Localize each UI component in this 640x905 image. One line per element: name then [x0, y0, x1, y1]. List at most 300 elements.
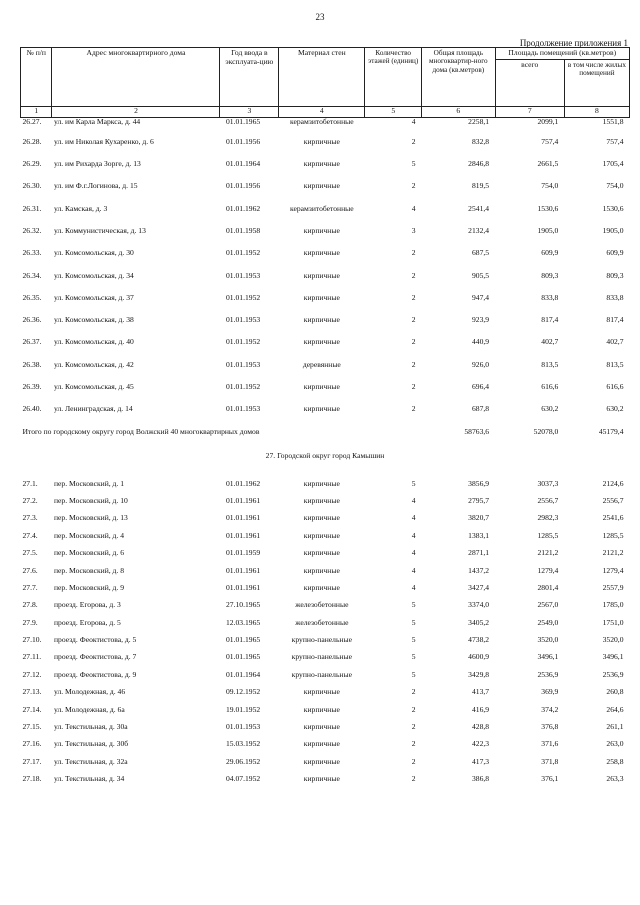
section-26-total	[21, 428, 630, 480]
material-cell: кирпичные	[303, 775, 340, 784]
year-cell: 01.01.1959	[225, 549, 261, 558]
floors-cell: 5	[411, 479, 416, 488]
material-cell: кирпичные	[303, 723, 340, 732]
year-cell: 01.01.1952	[225, 382, 261, 391]
row-number: 26.39.	[22, 382, 42, 391]
address-cell: ул. Камская, д. 3	[53, 204, 108, 213]
address-cell: проезд. Феоктистова, д. 9	[53, 670, 137, 679]
living-area-cell: 402,7	[606, 338, 624, 347]
address-cell: ул. им Ф.г.Логинова, д. 15	[53, 182, 138, 191]
living-area-cell: 757,4	[606, 137, 624, 146]
total-area-cell: 417,3	[471, 757, 490, 766]
floors-cell: 2	[411, 723, 416, 732]
year-cell: 01.01.1961	[225, 496, 261, 505]
material-cell: кирпичные	[303, 688, 340, 697]
premises-area-cell: 3037,3	[537, 479, 559, 488]
address-cell: ул. Текстильная, д. 30б	[53, 740, 129, 749]
column-number: 2	[52, 106, 220, 117]
row-number: 27.17.	[22, 757, 42, 766]
year-cell: 15.03.1952	[225, 740, 261, 749]
floors-cell: 2	[411, 137, 416, 146]
year-cell: 01.01.1953	[225, 360, 261, 369]
header-material: Материал стен	[279, 48, 365, 107]
header-year: Год ввода в эксплуата-цию	[220, 48, 279, 107]
column-number: 4	[279, 106, 365, 117]
premises-area-cell: 1285,5	[537, 531, 559, 540]
material-cell: кирпичные	[303, 583, 340, 592]
year-cell: 01.01.1961	[225, 566, 261, 575]
living-area-cell: 2557,9	[602, 583, 624, 592]
living-area-cell: 1530,6	[602, 204, 624, 213]
table-row	[21, 272, 630, 294]
living-area-cell: 1705,4	[602, 160, 624, 169]
address-cell: ул. Комсомольская, д. 30	[53, 249, 134, 258]
living-area-cell: 630,2	[606, 405, 624, 414]
column-number: 6	[422, 106, 496, 117]
address-cell: проезд. Егорова, д. 5	[53, 618, 121, 627]
living-area-cell: 754,0	[606, 182, 624, 191]
column-number: 1	[21, 106, 52, 117]
material-cell: кирпичные	[303, 757, 340, 766]
address-cell: проезд. Феоктистова, д. 7	[53, 653, 137, 662]
floors-cell: 3	[411, 226, 416, 235]
year-cell: 01.01.1965	[225, 636, 261, 645]
floors-cell: 2	[411, 316, 416, 325]
table-row	[21, 549, 630, 566]
premises-area-cell: 376,8	[541, 723, 559, 732]
floors-cell: 5	[411, 653, 416, 662]
premises-area-cell: 757,4	[541, 137, 559, 146]
table-row	[21, 480, 630, 497]
row-number: 26.35.	[22, 293, 42, 302]
row-number: 26.29.	[22, 160, 42, 169]
material-cell: кирпичные	[303, 293, 340, 302]
premises-area-cell: 609,9	[541, 249, 559, 258]
material-cell: керамзитобетонные	[289, 204, 354, 213]
housing-register-table	[20, 47, 630, 793]
living-area-cell: 813,5	[606, 360, 624, 369]
row-number: 27.5.	[22, 549, 38, 558]
living-area-cell: 261,1	[606, 723, 624, 732]
table-row	[21, 567, 630, 584]
year-cell: 01.01.1962	[225, 479, 261, 488]
year-cell: 01.01.1961	[225, 531, 261, 540]
row-number: 26.40.	[22, 405, 42, 414]
address-cell: ул. Комсомольская, д. 37	[53, 293, 134, 302]
total-area-cell: 3427,4	[468, 583, 490, 592]
address-cell: ул. Ленинградская, д. 14	[53, 405, 133, 414]
total-area-cell: 687,5	[471, 249, 490, 258]
floors-cell: 4	[411, 583, 416, 592]
year-cell: 01.01.1956	[225, 137, 261, 146]
row-number: 27.2.	[22, 496, 38, 505]
living-area-cell: 2541,6	[602, 514, 624, 523]
table-row	[21, 532, 630, 549]
address-cell: пер. Московский, д. 13	[53, 514, 128, 523]
row-number: 27.14.	[22, 705, 42, 714]
floors-cell: 4	[411, 566, 416, 575]
premises-area-cell: 2801,4	[537, 583, 559, 592]
address-cell: ул. Комсомольская, д. 34	[53, 271, 134, 280]
premises-area-cell: 630,2	[541, 405, 559, 414]
floors-cell: 2	[411, 293, 416, 302]
living-area-cell: 260,8	[606, 688, 624, 697]
table-row	[21, 636, 630, 653]
floors-cell: 5	[411, 636, 416, 645]
total-area-cell: 3405,2	[468, 618, 490, 627]
table-row	[21, 723, 630, 740]
premises-area-cell: 2661,5	[537, 160, 559, 169]
header-premises-area: Площадь помещений (кв.метров)	[495, 48, 629, 60]
row-number: 26.34.	[22, 271, 42, 280]
year-cell: 01.01.1964	[225, 160, 261, 169]
floors-cell: 2	[411, 688, 416, 697]
row-number: 26.31.	[22, 204, 42, 213]
floors-cell: 4	[411, 496, 416, 505]
table-row	[21, 514, 630, 531]
total-area-cell: 3820,7	[468, 514, 490, 523]
row-number: 26.27.	[22, 117, 42, 126]
year-cell: 12.03.1965	[225, 618, 261, 627]
address-cell: пер. Московский, д. 4	[53, 531, 125, 540]
address-cell: ул. им Карла Маркса, д. 44	[53, 117, 141, 126]
table-row	[21, 117, 630, 138]
floors-cell: 2	[411, 338, 416, 347]
address-cell: пер. Московский, д. 10	[53, 496, 128, 505]
table-row	[21, 138, 630, 160]
column-number: 5	[365, 106, 422, 117]
table-row	[21, 383, 630, 405]
floors-cell: 4	[411, 514, 416, 523]
total-area-cell: 3374,0	[468, 601, 490, 610]
living-area-cell: 1279,4	[602, 566, 624, 575]
living-area-cell: 258,8	[606, 757, 624, 766]
year-cell: 01.01.1965	[225, 117, 261, 126]
premises-area-cell: 1279,4	[537, 566, 559, 575]
year-cell: 09.12.1952	[225, 688, 261, 697]
row-number: 26.38.	[22, 360, 42, 369]
material-cell: кирпичные	[303, 740, 340, 749]
address-cell: пер. Московский, д. 1	[53, 479, 125, 488]
row-number: 27.16.	[22, 740, 42, 749]
address-cell: ул. Текстильная, д. 30а	[53, 723, 128, 732]
year-cell: 01.01.1961	[225, 514, 261, 523]
total-area-cell: 687,8	[471, 405, 490, 414]
living-area-cell: 833,8	[606, 293, 624, 302]
row-number: 27.18.	[22, 775, 42, 784]
year-cell: 01.01.1956	[225, 182, 261, 191]
row-number: 26.37.	[22, 338, 42, 347]
total-area-cell: 2871,1	[468, 549, 490, 558]
total-area-cell: 696,4	[471, 382, 490, 391]
address-cell: проезд. Феоктистова, д. 5	[53, 636, 137, 645]
address-cell: ул. Молодежная, д. 46	[53, 688, 126, 697]
row-number: 26.36.	[22, 316, 42, 325]
living-area-cell: 616,6	[606, 382, 624, 391]
table-row	[21, 601, 630, 618]
premises-area-cell: 3496,1	[537, 653, 559, 662]
column-number: 7	[495, 106, 564, 117]
year-cell: 01.01.1962	[225, 204, 261, 213]
living-area-cell: 1751,0	[602, 618, 624, 627]
year-cell: 01.01.1953	[225, 405, 261, 414]
total-area-cell: 1383,1	[468, 531, 490, 540]
material-cell: кирпичные	[303, 338, 340, 347]
floors-cell: 2	[411, 271, 416, 280]
total-label: Итого по городскому округу город Волжский 40 многоквартирных домов	[22, 427, 260, 436]
living-area-cell: 264,6	[606, 705, 624, 714]
total-area-cell: 1437,2	[468, 566, 490, 575]
living-area-cell: 1551,8	[602, 117, 624, 126]
premises-area-cell: 369,9	[541, 688, 559, 697]
table-row	[21, 775, 630, 792]
premises-area-cell: 371,6	[541, 740, 559, 749]
year-cell: 01.01.1958	[225, 226, 261, 235]
total-area-cell: 4738,2	[468, 636, 490, 645]
material-cell: кирпичные	[303, 226, 340, 235]
header-premises-living: в том числе жилых помещений	[564, 59, 629, 106]
column-number: 3	[220, 106, 279, 117]
material-cell: кирпичные	[303, 316, 340, 325]
material-cell: крупно-панельные	[291, 670, 352, 679]
table-row	[21, 497, 630, 514]
premises-area-cell: 374,2	[541, 705, 559, 714]
living-area-cell: 3496,1	[602, 653, 624, 662]
address-cell: пер. Московский, д. 8	[53, 566, 125, 575]
total-area-sum: 58763,6	[464, 427, 490, 436]
living-area-cell: 1285,5	[602, 531, 624, 540]
premises-area-cell: 371,8	[541, 757, 559, 766]
premises-area-cell: 754,0	[541, 182, 559, 191]
table-row	[21, 361, 630, 383]
premises-area-cell: 2121,2	[537, 549, 559, 558]
premises-area-cell: 2567,0	[537, 601, 559, 610]
year-cell: 01.01.1964	[225, 670, 261, 679]
table-row	[21, 706, 630, 723]
total-area-cell: 416,9	[471, 705, 490, 714]
row-number: 27.9.	[22, 618, 38, 627]
total-area-cell: 947,4	[471, 293, 490, 302]
total-living-sum: 45179,4	[598, 427, 624, 436]
year-cell: 01.01.1953	[225, 316, 261, 325]
row-number: 27.1.	[22, 479, 38, 488]
table-row	[21, 405, 630, 427]
row-number: 27.15.	[22, 723, 42, 732]
header-floors: Количество этажей (единиц)	[365, 48, 422, 107]
living-area-cell: 2536,9	[602, 670, 624, 679]
premises-area-cell: 809,3	[541, 271, 559, 280]
total-area-cell: 2846,8	[468, 160, 490, 169]
table-row	[21, 294, 630, 316]
header-premises-total: всего	[495, 59, 564, 106]
material-cell: кирпичные	[303, 496, 340, 505]
total-area-cell: 2795,7	[468, 496, 490, 505]
table-row	[21, 688, 630, 705]
living-area-cell: 263,0	[606, 740, 624, 749]
floors-cell: 5	[411, 160, 416, 169]
total-area-cell: 4600,9	[468, 653, 490, 662]
material-cell: кирпичные	[303, 531, 340, 540]
floors-cell: 5	[411, 670, 416, 679]
floors-cell: 2	[411, 705, 416, 714]
floors-cell: 5	[411, 601, 416, 610]
address-cell: ул. Текстильная, д. 32а	[53, 757, 128, 766]
premises-area-cell: 2982,3	[537, 514, 559, 523]
premises-area-cell: 2536,9	[537, 670, 559, 679]
floors-cell: 2	[411, 382, 416, 391]
material-cell: железобетонные	[295, 618, 349, 627]
floors-cell: 2	[411, 182, 416, 191]
year-cell: 29.06.1952	[225, 757, 261, 766]
total-area-cell: 2132,4	[468, 226, 490, 235]
total-area-cell: 819,5	[471, 182, 490, 191]
living-area-cell: 817,4	[606, 316, 624, 325]
premises-area-cell: 3520,0	[537, 636, 559, 645]
year-cell: 01.01.1953	[225, 723, 261, 732]
year-cell: 01.01.1953	[225, 271, 261, 280]
row-number: 26.30.	[22, 182, 42, 191]
year-cell: 04.07.1952	[225, 775, 261, 784]
continuation-note: Продолжение приложения 1	[519, 38, 628, 48]
section-26-rows	[21, 117, 630, 427]
living-area-cell: 1785,0	[602, 601, 624, 610]
total-area-cell: 422,3	[471, 740, 490, 749]
material-cell: кирпичные	[303, 382, 340, 391]
table-row	[21, 227, 630, 249]
premises-area-cell: 402,7	[541, 338, 559, 347]
column-number: 8	[564, 106, 629, 117]
premises-area-cell: 813,5	[541, 360, 559, 369]
row-number: 27.4.	[22, 531, 38, 540]
living-area-cell: 609,9	[606, 249, 624, 258]
living-area-cell: 3520,0	[602, 636, 624, 645]
material-cell: кирпичные	[303, 705, 340, 714]
material-cell: кирпичные	[303, 566, 340, 575]
row-number: 27.10.	[22, 636, 42, 645]
material-cell: крупно-панельные	[291, 636, 352, 645]
total-premises-sum: 52078,0	[533, 427, 559, 436]
total-area-cell: 440,9	[471, 338, 490, 347]
material-cell: крупно-панельные	[291, 653, 352, 662]
address-cell: ул. Текстильная, д. 34	[53, 775, 125, 784]
page-number: 23	[315, 12, 325, 22]
floors-cell: 5	[411, 618, 416, 627]
floors-cell: 4	[411, 204, 416, 213]
floors-cell: 2	[411, 405, 416, 414]
row-number: 27.11.	[22, 653, 42, 662]
year-cell: 01.01.1952	[225, 293, 261, 302]
total-area-cell: 832,8	[471, 137, 490, 146]
total-area-cell: 386,8	[471, 775, 490, 784]
row-number: 27.3.	[22, 514, 38, 523]
total-area-cell: 905,5	[471, 271, 490, 280]
floors-cell: 2	[411, 740, 416, 749]
row-number: 27.6.	[22, 566, 38, 575]
premises-area-cell: 2099,1	[537, 117, 559, 126]
material-cell: железобетонные	[295, 601, 349, 610]
address-cell: ул. им Николая Кухаренко, д. 6	[53, 137, 154, 146]
address-cell: проезд. Егорова, д. 3	[53, 601, 121, 610]
material-cell: кирпичные	[303, 160, 340, 169]
floors-cell: 4	[411, 117, 416, 126]
floors-cell: 4	[411, 531, 416, 540]
living-area-cell: 809,3	[606, 271, 624, 280]
table-row	[21, 740, 630, 757]
premises-area-cell: 2556,7	[537, 496, 559, 505]
table-row	[21, 653, 630, 670]
address-cell: ул. Комсомольская, д. 42	[53, 360, 134, 369]
row-number: 26.28.	[22, 137, 42, 146]
address-cell: ул. Молодежная, д. 6а	[53, 705, 125, 714]
row-number: 26.33.	[22, 249, 42, 258]
row-number: 27.8.	[22, 601, 38, 610]
year-cell: 01.01.1952	[225, 338, 261, 347]
material-cell: кирпичные	[303, 271, 340, 280]
address-cell: ул. Коммунистическая, д. 13	[53, 226, 146, 235]
total-area-cell: 926,0	[471, 360, 490, 369]
address-cell: ул. Комсомольская, д. 45	[53, 382, 134, 391]
address-cell: ул. им Рихарда Зорге, д. 13	[53, 160, 141, 169]
premises-area-cell: 2549,0	[537, 618, 559, 627]
year-cell: 01.01.1965	[225, 653, 261, 662]
row-number: 26.32.	[22, 226, 42, 235]
table-row	[21, 671, 630, 688]
table-row	[21, 249, 630, 271]
table-row	[21, 619, 630, 636]
premises-area-cell: 616,6	[541, 382, 559, 391]
year-cell: 19.01.1952	[225, 705, 261, 714]
district-title: 27. Городской округ город Камышин	[265, 451, 385, 460]
material-cell: кирпичные	[303, 479, 340, 488]
total-area-cell: 2541,4	[468, 204, 490, 213]
material-cell: кирпичные	[303, 137, 340, 146]
floors-cell: 2	[411, 360, 416, 369]
premises-area-cell: 1530,6	[537, 204, 559, 213]
floors-cell: 2	[411, 757, 416, 766]
table-row	[21, 316, 630, 338]
premises-area-cell: 833,8	[541, 293, 559, 302]
row-number: 27.12.	[22, 670, 42, 679]
address-cell: ул. Комсомольская, д. 38	[53, 316, 134, 325]
premises-area-cell: 817,4	[541, 316, 559, 325]
table-row	[21, 338, 630, 360]
year-cell: 01.01.1961	[225, 583, 261, 592]
material-cell: деревянные	[302, 360, 341, 369]
living-area-cell: 1905,0	[602, 226, 624, 235]
total-area-cell: 428,8	[471, 723, 490, 732]
year-cell: 27.10.1965	[225, 601, 261, 610]
floors-cell: 2	[411, 775, 416, 784]
header-num: № п/п	[21, 48, 52, 107]
header-address: Адрес многоквартирного дома	[52, 48, 220, 107]
total-area-cell: 3856,9	[468, 479, 490, 488]
material-cell: кирпичные	[303, 182, 340, 191]
floors-cell: 4	[411, 549, 416, 558]
district-heading-row	[21, 452, 630, 466]
total-area-cell: 3429,8	[468, 670, 490, 679]
table-row	[21, 584, 630, 601]
address-cell: ул. Комсомольская, д. 40	[53, 338, 134, 347]
table-row	[21, 182, 630, 204]
total-area-cell: 923,9	[471, 316, 490, 325]
table-row	[21, 160, 630, 182]
premises-area-cell: 376,1	[541, 775, 559, 784]
header-total-area: Общая площадь многоквартир-ного дома (кв.метров)	[422, 48, 496, 107]
material-cell: кирпичные	[303, 249, 340, 258]
table-row	[21, 205, 630, 227]
material-cell: керамзитобетонные	[289, 117, 354, 126]
material-cell: кирпичные	[303, 405, 340, 414]
